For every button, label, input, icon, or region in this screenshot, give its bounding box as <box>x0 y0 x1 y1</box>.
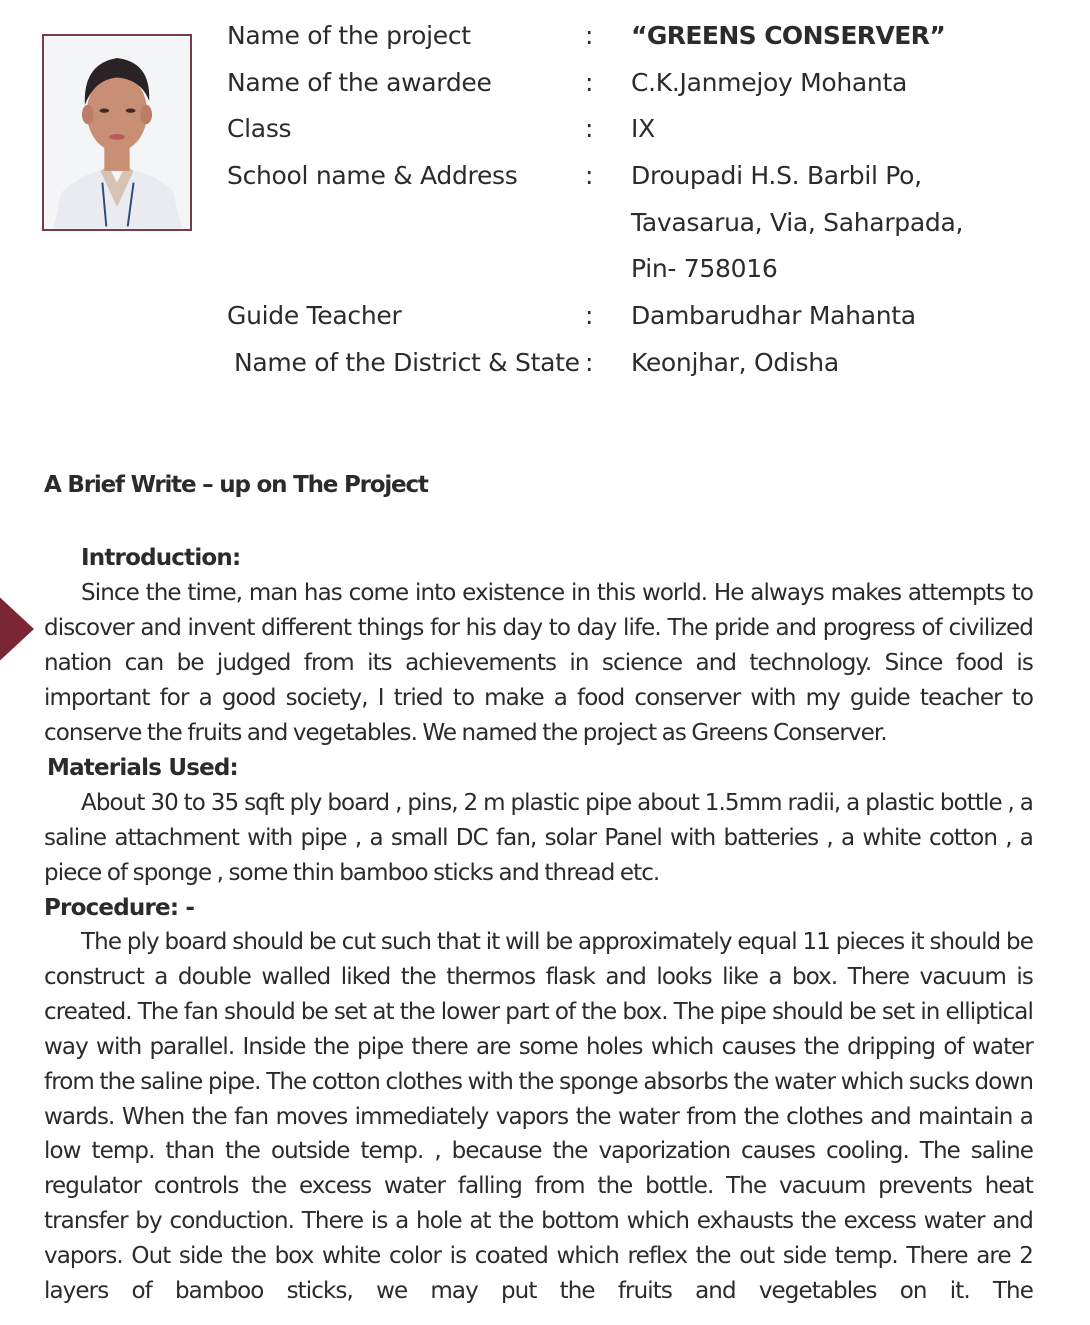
section-body-procedure: The ply board should be cut such that it will be approximately equal 11 pieces it should be construct a double walled liked the thermos flask and looks like a box. There vacuum is created. The fan should be set at the lower part of the box. The pipe should be set in elliptical way with parallel. Inside the pipe there are some holes which causes the dripping of water from the saline pipe. The cotton clothes with the sponge absorbs the water which sucks down wards. When the fan moves immediately vapors the water from the clothes and maintain a low temp. than the outside temp. , because the vaporization causes cooling. The saline regulator controls the excess water falling from the bottle. The vacuum prevents heat transfer by conduction. There is a hole at the bottom which exhausts the excess water and vapors. Out side the box white color is coated which reflex the out side temp. There are 2 layers of bamboo sticks, we may put the fruits and vegetables on it. The <box>44 929 1033 1305</box>
info-label: Name of the awardee <box>227 68 492 97</box>
district-state-value: Keonjhar, Odisha <box>631 348 839 377</box>
info-label: Name of the District & State <box>234 348 580 377</box>
info-label: Name of the project <box>227 21 471 50</box>
info-label: School name & Address <box>227 161 518 190</box>
awardee-photo <box>42 34 192 231</box>
guide-teacher-value: Dambarudhar Mahanta <box>631 301 916 330</box>
section-heading-materials: Materials Used: <box>47 755 238 781</box>
project-name-value: “GREENS CONSERVER” <box>631 21 946 50</box>
info-colon: : <box>585 21 594 50</box>
section-heading-procedure: Procedure: - <box>44 895 195 921</box>
section-body-materials: About 30 to 35 sqft ply board , pins, 2 m plastic pipe about 1.5mm radii, a plastic bottle , a saline attachment with pipe , a small DC fan, solar Panel with batteries , a white cotton , a piece of sponge , some thin bamboo sticks and thread etc. <box>44 790 1033 886</box>
writeup-title: A Brief Write – up on The Project <box>44 472 428 498</box>
info-label: Guide Teacher <box>227 301 402 330</box>
school-address-line-2: Tavasarua, Via, Saharpada, <box>631 208 964 237</box>
school-address-line-3: Pin- 758016 <box>631 254 778 283</box>
info-colon: : <box>585 161 594 190</box>
page-marker-arrow-icon <box>0 592 34 666</box>
awardee-name-value: C.K.Janmejoy Mohanta <box>631 68 907 97</box>
class-value: IX <box>631 114 655 143</box>
portrait-image <box>44 36 190 229</box>
info-colon: : <box>585 114 594 143</box>
info-label: Class <box>227 114 292 143</box>
school-address-line-1: Droupadi H.S. Barbil Po, <box>631 161 922 190</box>
info-colon: : <box>585 301 594 330</box>
section-body-introduction: Since the time, man has come into existence in this world. He always makes attempts to discover and invent different things for his day to day life. The pride and progress of civilized nation can be judged from its achievements in science and technology. Since food is important for a good society, I tried to make a food conserver with my guide teacher to conserve the fruits and vegetables. We named the project as Greens Conserver. <box>44 580 1033 746</box>
section-heading-introduction: Introduction: <box>81 545 241 571</box>
info-colon: : <box>585 68 594 97</box>
info-colon: : <box>585 348 594 377</box>
